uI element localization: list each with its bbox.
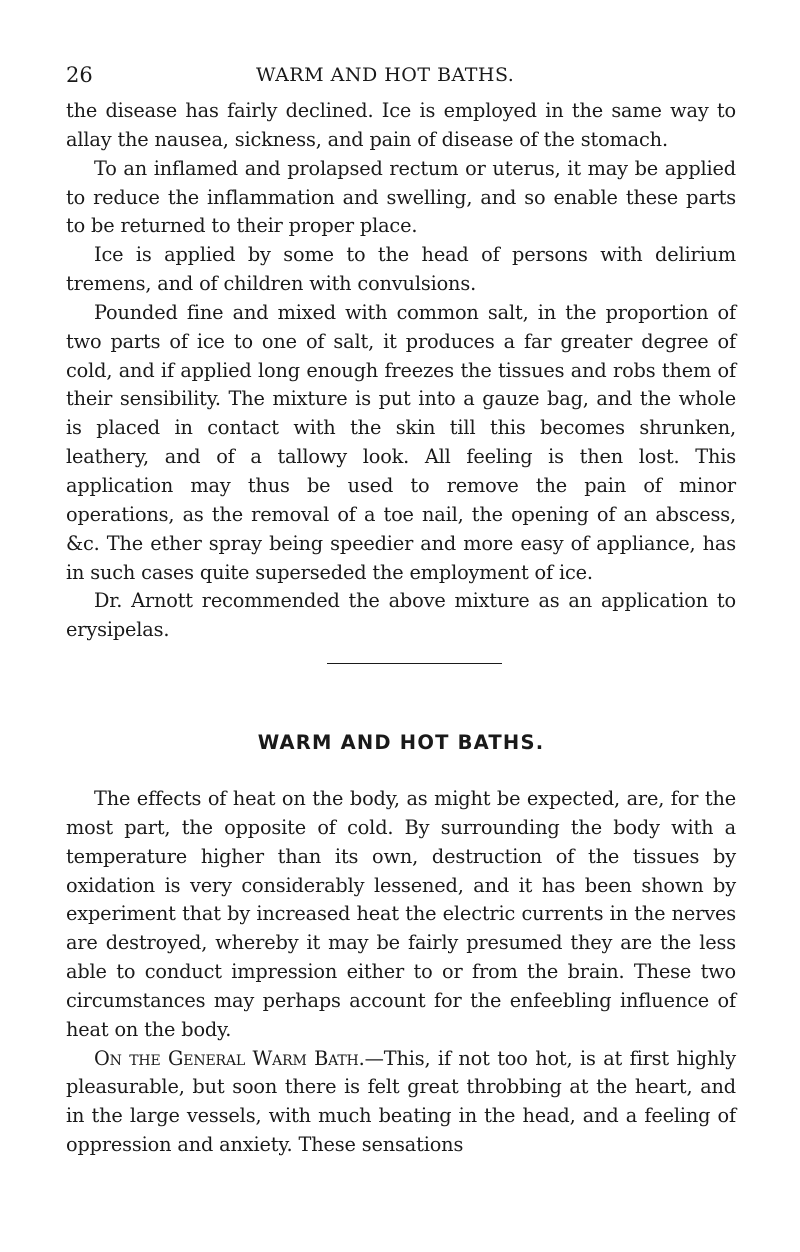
paragraph-rectum: To an inflamed and prolapsed rectum or uterus, it may be applied to reduce the inflammation and swelling, and so enable these parts to be returned to their proper place. [66, 156, 736, 238]
paragraph-lead-in: On the General Warm Bath. [94, 1046, 365, 1070]
running-header [66, 60, 736, 90]
upper-text-block [66, 97, 736, 645]
paragraph-body: —This, if not too hot, is at first highly pleasurable, but soon there is felt great throbbing at the heart, and in the large vessels, with much beating in the head, and a feeling of oppression and anxiety. These sensations [66, 1046, 737, 1157]
running-title: WARM AND HOT BATHS. [256, 64, 515, 86]
paragraph-general-warm-bath [66, 1045, 736, 1160]
paragraph-continuation: the disease has fairly declined. Ice is employed in the same way to allay the nausea, sickness, and pain of disease of the stomach. [66, 99, 736, 151]
paragraph-arnott: Dr. Arnott recommended the above mixture as an application to erysipelas. [66, 589, 736, 642]
page-number: 26 [66, 63, 93, 87]
section-divider [327, 663, 502, 664]
paragraph-effects-of-heat: The effects of heat on the body, as might be expected, are, for the most part, the opposite of cold. By surrounding the body with a temperature higher than its own, destruction of the tissues by oxidation is very considerably lessened, and it has been shown by experiment that by increased heat the electric currents in the nerves are destroyed, whereby it may be fairly presumed they are the less able to conduct impression either to or from the brain. These two circumstances may perhaps account for the enfeebling influence of heat on the body. [66, 787, 736, 1041]
section-heading: WARM AND HOT BATHS. [257, 731, 545, 754]
paragraph-delirium: Ice is applied by some to the head of persons with delirium tremens, and of children with convulsions. [66, 243, 736, 296]
paragraph-freezing-mixture: Pounded fine and mixed with common salt, in the proportion of two parts of ice to one of salt, it produces a far greater degree of cold, and if applied long enough freezes the tissues and robs them of their sensibility. The mixture is put into a gauze bag, and the whole is placed in contact with the skin till this becomes shrunken, leathery, and of a tallowy look. All feeling is then lost. This application may thus be used to remove the pain of minor operations, as the removal of a toe nail, the opening of an abscess, &c. The ether spray being speedier and more easy of appliance, has in such cases quite superseded the employment of ice. [66, 300, 736, 584]
lower-text-block [66, 785, 736, 1160]
